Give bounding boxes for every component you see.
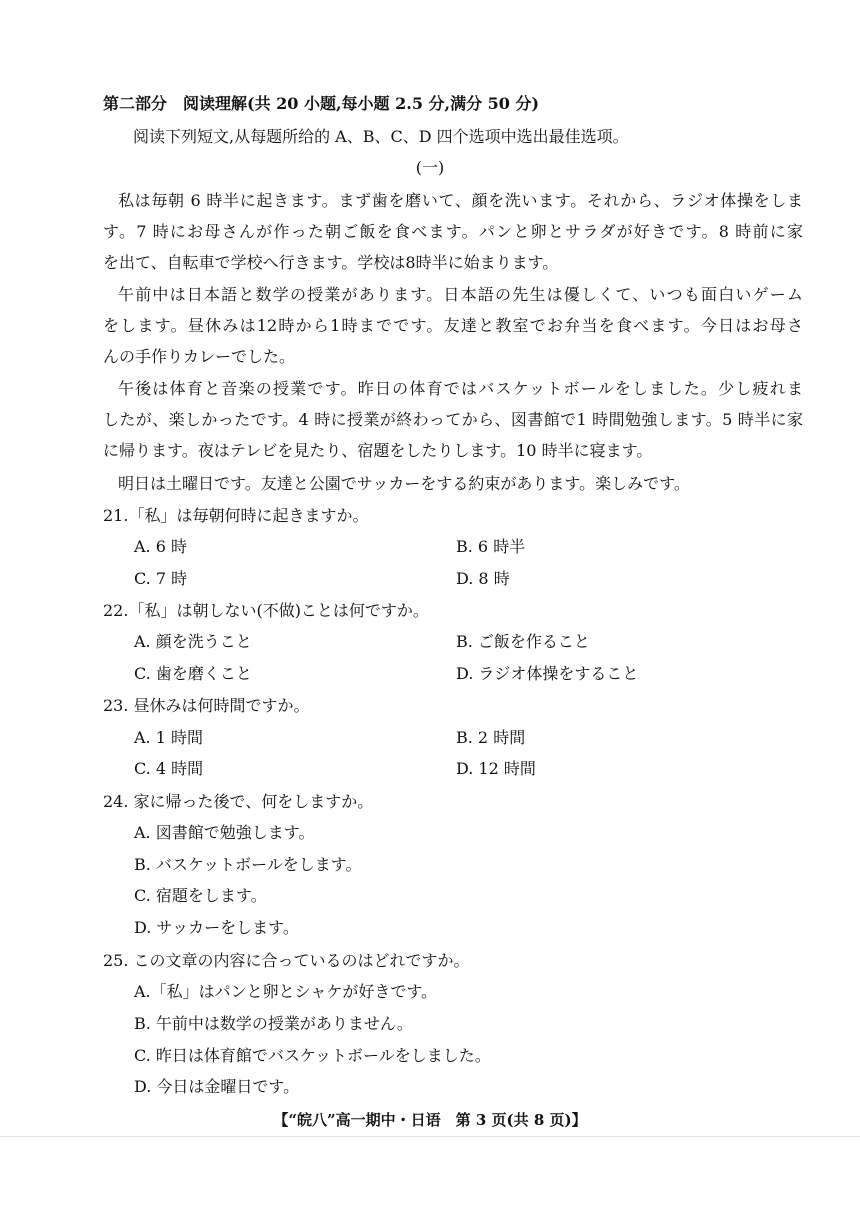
section-title: 第二部分 阅读理解(共 20 小题,每小题 2.5 分,满分 50 分)	[103, 94, 540, 113]
option-a[interactable]: A.「私」はパンと卵とシャケが好きです。	[134, 982, 438, 1001]
footer-divider	[0, 1136, 860, 1137]
option-c[interactable]: C. 7 時	[134, 569, 188, 588]
option-b[interactable]: B. 6 時半	[456, 537, 526, 556]
section-instruction: 阅读下列短文,从每题所给的 A、B、C、D 四个选项中选出最佳选项。	[133, 127, 629, 146]
option-d[interactable]: D. ラジオ体操をすること	[456, 664, 639, 683]
option-c[interactable]: C. 昨日は体育館でバスケットボールをしました。	[134, 1046, 491, 1065]
page-footer: 【“皖八”高一期中・日语 第 3 页(共 8 页)】	[273, 1111, 587, 1129]
passage-line: す。7 時にお母さんが作った朝ご飯を食べます。パンと卵とサラダが好きです。8 時前に家	[103, 222, 803, 241]
passage-line: 午前中は日本語と数学の授業があります。日本語の先生は優しくて、いつも面白いゲーム	[118, 285, 803, 304]
question-stem: 21.「私」は毎朝何時に起きますか。	[103, 506, 369, 525]
option-b[interactable]: B. 午前中は数学の授業がありません。	[134, 1014, 413, 1033]
option-a[interactable]: A. 図書館で勉強します。	[134, 823, 315, 842]
passage-line: に帰ります。夜はテレビを見たり、宿題をしたりします。10 時半に寝ます。	[103, 441, 653, 460]
passage-line: 明日は土曜日です。友達と公園でサッカーをする約束があります。楽しみです。	[118, 474, 690, 493]
question-stem: 22.「私」は朝しない(不做)ことは何ですか。	[103, 601, 429, 620]
passage-line: をします。昼休みは12時から1時までです。友達と教室でお弁当を食べます。今日はお母さ	[103, 316, 803, 335]
option-c[interactable]: C. 4 時間	[134, 759, 204, 778]
option-a[interactable]: A. 6 時	[134, 537, 187, 556]
passage-line: 午後は体育と音楽の授業です。昨日の体育ではバスケットボールをしました。少し疲れま	[118, 379, 803, 398]
option-b[interactable]: B. バスケットボールをします。	[134, 855, 362, 874]
question-stem: 25. この文章の内容に合っているのはどれですか。	[103, 951, 470, 970]
option-c[interactable]: C. 歯を磨くこと	[134, 664, 252, 683]
option-d[interactable]: D. 今日は金曜日です。	[134, 1077, 300, 1096]
option-b[interactable]: B. 2 時間	[456, 728, 526, 747]
passage-line: 私は毎朝 6 時半に起きます。まず歯を磨いて、顔を洗います。それから、ラジオ体操をしま	[118, 191, 803, 210]
option-a[interactable]: A. 顔を洗うこと	[134, 632, 252, 651]
passage-line: を出て、自転車で学校へ行きます。学校は8時半に始まります。	[103, 253, 559, 272]
option-b[interactable]: B. ご飯を作ること	[456, 632, 590, 651]
option-d[interactable]: D. サッカーをします。	[134, 918, 299, 937]
passage-number: (一)	[415, 158, 445, 177]
passage-line: したが、楽しかったです。4 時に授業が終わってから、図書館で1 時間勉強します。5 時半に家	[103, 410, 803, 429]
option-d[interactable]: D. 8 時	[456, 569, 510, 588]
option-d[interactable]: D. 12 時間	[456, 759, 536, 778]
option-a[interactable]: A. 1 時間	[134, 728, 203, 747]
passage-line: んの手作りカレーでした。	[103, 347, 296, 366]
option-c[interactable]: C. 宿題をします。	[134, 886, 267, 905]
question-stem: 23. 昼休みは何時間ですか。	[103, 696, 310, 715]
question-stem: 24. 家に帰った後で、何をしますか。	[103, 792, 374, 811]
